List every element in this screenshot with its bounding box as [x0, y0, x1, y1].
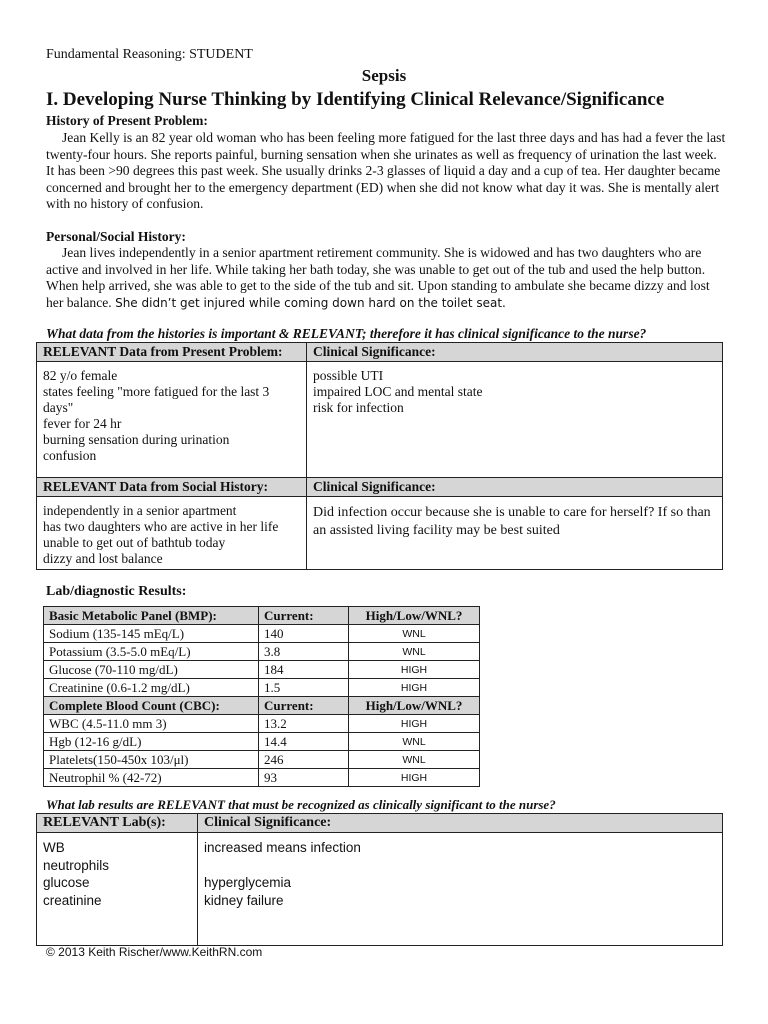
social-data-header: RELEVANT Data from Social History: — [37, 478, 307, 497]
present-significance-cell — [307, 362, 723, 478]
lab-flag: HIGH — [349, 769, 480, 787]
list-item: kidney failure — [204, 892, 284, 908]
table-row — [44, 769, 480, 787]
lab-value: 13.2 — [259, 715, 349, 733]
list-item: burning sensation during urination — [43, 432, 230, 447]
table-row — [44, 751, 480, 769]
lab-significance-header: Clinical Significance: — [198, 814, 723, 833]
current-header: Current: — [259, 697, 349, 715]
lab-value: 14.4 — [259, 733, 349, 751]
lab-test: Creatinine (0.6-1.2 mg/dL) — [44, 679, 259, 697]
copyright-footer: © 2013 Keith Rischer/www.KeithRN.com — [46, 945, 263, 959]
list-item: 82 y/o female — [43, 368, 118, 383]
table-row — [44, 625, 480, 643]
lab-test: Potassium (3.5-5.0 mEq/L) — [44, 643, 259, 661]
flag-header: High/Low/WNL? — [349, 607, 480, 625]
list-item: WB — [43, 840, 65, 855]
relevant-labs-cell — [37, 833, 198, 946]
lab-test: Platelets(150-450x 103/μl) — [44, 751, 259, 769]
lab-flag: HIGH — [349, 661, 480, 679]
table-row — [37, 362, 723, 478]
lab-test: Sodium (135-145 mEq/L) — [44, 625, 259, 643]
list-item: creatinine — [43, 892, 102, 908]
labs-heading: Lab/diagnostic Results: — [46, 584, 187, 599]
table-header-row — [37, 814, 723, 833]
lab-test: Hgb (12-16 g/dL) — [44, 733, 259, 751]
lab-test: Neutrophil % (42-72) — [44, 769, 259, 787]
lab-flag: HIGH — [349, 715, 480, 733]
present-problem-heading: History of Present Problem: — [46, 113, 208, 128]
page-heading: I. Developing Nurse Thinking by Identifying Clinical Relevance/Significance — [46, 89, 665, 110]
table-row — [37, 833, 723, 946]
list-item: states feeling "more fatigued for the last 3 days" — [43, 384, 270, 415]
table-header-row — [44, 697, 480, 715]
social-significance-cell: Did infection occur because she is unable to care for herself? If so than an assisted living facility may be best suited — [307, 497, 723, 570]
relevant-labs-table — [36, 813, 723, 946]
present-data-cell — [37, 362, 307, 478]
list-item: risk for infection — [313, 400, 404, 415]
lab-value: 140 — [259, 625, 349, 643]
present-significance-header: Clinical Significance: — [307, 343, 723, 362]
topic-title: Sepsis — [361, 66, 407, 85]
table-header-row — [37, 478, 723, 497]
lab-value: 184 — [259, 661, 349, 679]
present-data-header: RELEVANT Data from Present Problem: — [37, 343, 307, 362]
list-item: impaired LOC and mental state — [313, 384, 483, 399]
list-item: neutrophils — [43, 857, 110, 873]
social-history-text: Jean lives independently in a senior apartment retirement community. She is widowed and has two daughters who are active and involved in her life. While taking her bath today, she was unable to get out of the tub and used the help button. When help arrived, she was able to get to the side of the tub and sit. Upon standing to ambulate she became dizzy and lost her balance. She didn’t get injured while coming down hard on the toilet seat. — [46, 245, 710, 310]
cbc-header: Complete Blood Count (CBC): — [44, 697, 259, 715]
list-item: has two daughters who are active in her life — [43, 519, 279, 534]
list-item: dizzy and lost balance — [43, 551, 163, 566]
list-item: confusion — [43, 448, 97, 463]
history-relevance-table — [36, 342, 723, 570]
table-row — [44, 733, 480, 751]
list-item: glucose — [43, 875, 90, 890]
table-row — [44, 679, 480, 697]
list-item: hyperglycemia — [204, 875, 292, 890]
lab-flag: WNL — [349, 625, 480, 643]
bmp-header: Basic Metabolic Panel (BMP): — [44, 607, 259, 625]
table-row — [44, 643, 480, 661]
lab-flag: WNL — [349, 643, 480, 661]
social-significance-header: Clinical Significance: — [307, 478, 723, 497]
lab-test: Glucose (70-110 mg/dL) — [44, 661, 259, 679]
current-header: Current: — [259, 607, 349, 625]
lab-value: 3.8 — [259, 643, 349, 661]
relevance-question: What data from the histories is important & RELEVANT; therefore it has clinical significance to the nurse? — [46, 326, 647, 341]
lab-flag: HIGH — [349, 679, 480, 697]
list-item: independently in a senior apartment — [43, 503, 237, 518]
table-header-row — [44, 607, 480, 625]
lab-flag: WNL — [349, 751, 480, 769]
flag-header: High/Low/WNL? — [349, 697, 480, 715]
lab-value: 246 — [259, 751, 349, 769]
lab-results-table — [43, 606, 480, 787]
present-problem-text: Jean Kelly is an 82 year old woman who has been feeling more fatigued for the last three days and has had a fever the last twenty-four hours. She reports painful, burning sensation when she urinates as well as frequency of urination the last week. It has been >90 degrees this past week. She usually drinks 2-3 glasses of liquid a day and a cup of tea. Her daughter became concerned and brought her to the emergency department (ED) when she did not know what day it was. She is mentally alert with no history of confusion. — [46, 130, 726, 211]
lab-value: 1.5 — [259, 679, 349, 697]
worksheet-label: Fundamental Reasoning: STUDENT — [46, 47, 253, 62]
list-item: unable to get out of bathtub today — [43, 535, 226, 550]
lab-value: 93 — [259, 769, 349, 787]
list-item — [204, 857, 716, 875]
lab-relevance-question: What lab results are RELEVANT that must be recognized as clinically significant to the nurse? — [46, 797, 556, 812]
social-data-cell — [37, 497, 307, 570]
lab-test: WBC (4.5-11.0 mm 3) — [44, 715, 259, 733]
relevant-labs-header: RELEVANT Lab(s): — [37, 814, 198, 833]
lab-significance-cell — [198, 833, 723, 946]
table-row — [44, 661, 480, 679]
table-header-row — [37, 343, 723, 362]
table-row — [44, 715, 480, 733]
list-item: possible UTI — [313, 368, 384, 383]
table-row — [37, 497, 723, 570]
list-item: fever for 24 hr — [43, 416, 122, 431]
lab-flag: WNL — [349, 733, 480, 751]
list-item: increased means infection — [204, 840, 361, 855]
social-history-heading: Personal/Social History: — [46, 229, 186, 244]
